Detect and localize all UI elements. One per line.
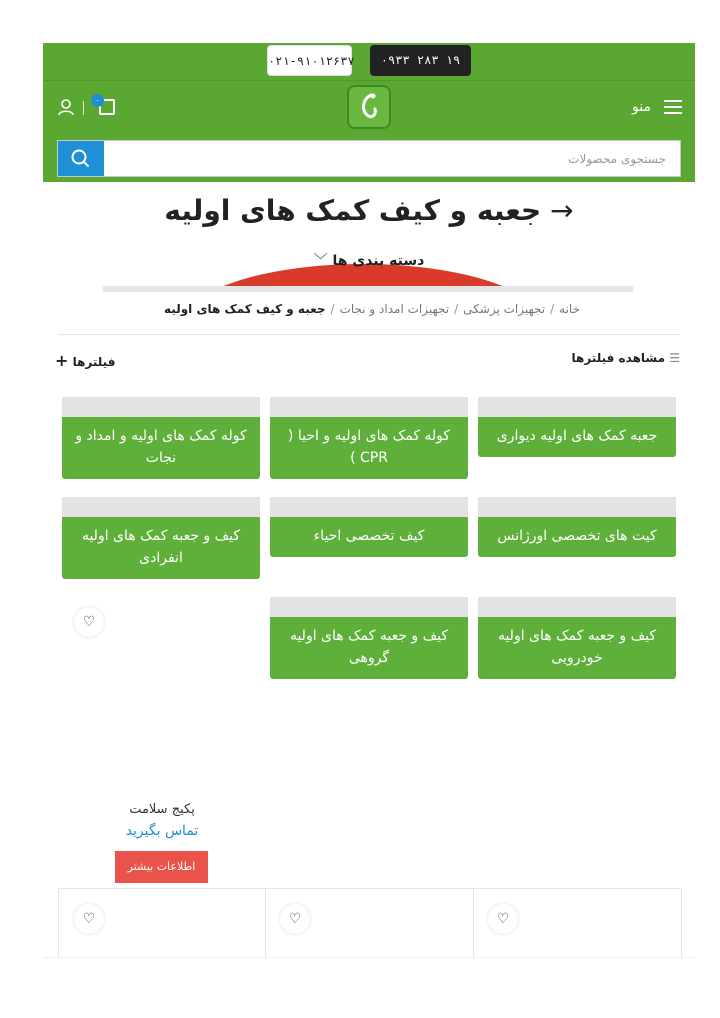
category-label: کیت های تخصصی اورژانس [478, 517, 676, 557]
category-image [478, 497, 676, 517]
category-image [62, 397, 260, 417]
cart-count-badge: ۰ [91, 94, 104, 107]
category-image [270, 497, 468, 517]
search-button[interactable] [58, 141, 104, 176]
category-image [62, 497, 260, 517]
phone-landline[interactable]: ۰۲۱-۹۱۰۱۲۶۳۷ [267, 45, 352, 76]
categories-toggle-label: دسته بندی ها [332, 253, 425, 269]
wishlist-heart-icon[interactable]: ♡ [74, 607, 104, 637]
category-card[interactable] [478, 597, 676, 679]
breadcrumb: خانه/تجهیزات پزشکی/تجهیزات امداد و نجات/جعبه و کیف کمک های اولیه [164, 302, 580, 316]
breadcrumb-medical[interactable]: تجهیزات پزشکی [463, 302, 546, 316]
category-image [478, 397, 676, 417]
menu-label[interactable]: منو [632, 99, 651, 115]
view-filters-button[interactable] [530, 351, 680, 371]
breadcrumb-home[interactable]: خانه [559, 302, 580, 316]
category-label: کیف تخصصی احیاء [270, 517, 468, 557]
category-card[interactable] [270, 497, 468, 579]
page-title-area [43, 182, 695, 292]
category-card[interactable] [270, 597, 468, 679]
category-image [478, 597, 676, 617]
category-label: کوله کمک های اولیه و امداد و نجات [62, 417, 260, 479]
filters-toggle[interactable] [55, 351, 155, 371]
category-label: کیف و جعبه کمک های اولیه انفرادی [62, 517, 260, 579]
wishlist-heart-icon[interactable]: ♡ [74, 904, 104, 934]
search-box [57, 140, 681, 177]
product-card[interactable] [58, 888, 266, 958]
category-label: کیف و جعبه کمک های اولیه خودرویی [478, 617, 676, 679]
user-icon[interactable] [57, 98, 75, 116]
wishlist-heart-icon[interactable]: ♡ [488, 904, 518, 934]
product-price: تماس بگیرید [125, 823, 199, 839]
main-header [43, 80, 695, 137]
header-divider [83, 101, 84, 115]
divider [43, 957, 695, 958]
category-label: کیف و جعبه کمک های اولیه گروهی [270, 617, 468, 679]
search-bar [43, 136, 695, 182]
category-card[interactable] [478, 397, 676, 479]
category-image [270, 597, 468, 617]
filters-label: فیلترها [72, 355, 116, 369]
page-title [43, 194, 695, 227]
categories-toggle[interactable] [43, 250, 695, 270]
filter-lines-icon: ☰ [669, 351, 680, 365]
phone-mobile[interactable]: ۰۹۳۳ ۲۸۳ ۱۹ [370, 45, 471, 76]
banner-strip [103, 286, 633, 292]
breadcrumb-current: جعبه و کیف کمک های اولیه [164, 302, 326, 316]
product-card[interactable] [474, 888, 682, 958]
category-image [270, 397, 468, 417]
search-input[interactable] [106, 141, 666, 176]
category-label: جعبه کمک های اولیه دیواری [478, 417, 676, 457]
category-card[interactable] [270, 397, 468, 479]
category-card[interactable] [62, 397, 260, 479]
product-card[interactable] [266, 888, 474, 958]
breadcrumb-rescue[interactable]: تجهیزات امداد و نجات [339, 302, 450, 316]
search-icon [58, 141, 104, 176]
product-name[interactable]: پکیج سلامت [129, 802, 195, 817]
divider [58, 334, 680, 335]
chevron-down-icon: ﹀ [313, 253, 328, 269]
view-filters-label: مشاهده فیلترها [571, 351, 666, 365]
page-title-text: جعبه و کیف کمک های اولیه [164, 194, 542, 227]
category-label: کوله کمک های اولیه و احیا ( CPR ) [270, 417, 468, 479]
back-arrow-icon[interactable]: → [541, 194, 574, 227]
plus-icon: + [55, 351, 69, 370]
category-card[interactable] [62, 497, 260, 579]
wishlist-heart-icon[interactable]: ♡ [280, 904, 310, 934]
category-card[interactable] [478, 497, 676, 579]
more-info-button[interactable]: اطلاعات بیشتر [115, 851, 208, 883]
top-bar [43, 43, 695, 80]
hamburger-menu-icon[interactable] [664, 100, 682, 114]
site-logo[interactable] [347, 85, 391, 129]
